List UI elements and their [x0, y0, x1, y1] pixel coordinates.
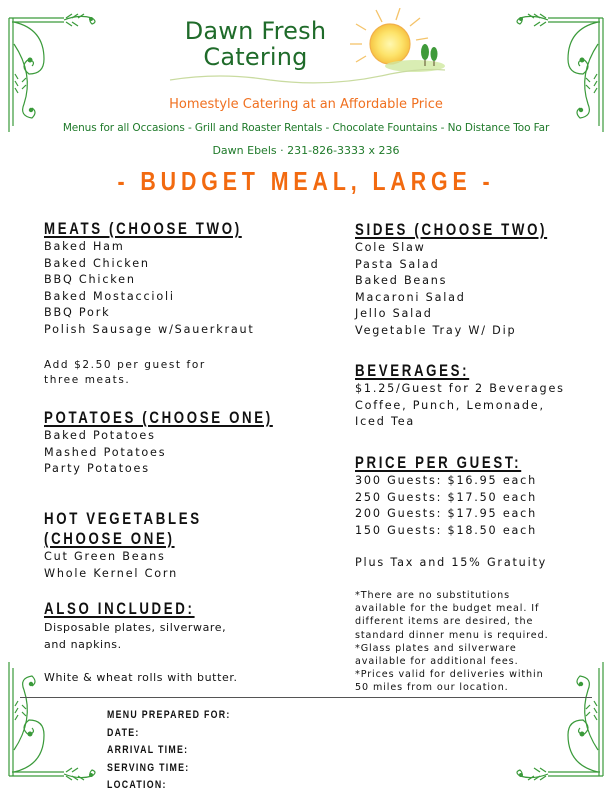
- form-field-serving-time: SERVING TIME:: [107, 761, 190, 774]
- meats-note: [44, 358, 206, 388]
- company-name-line1: Dawn Fresh: [184, 17, 327, 45]
- menu-item: Jello Salad: [355, 307, 433, 320]
- tagline: Homestyle Catering at an Affordable Price: [169, 97, 443, 112]
- price-row: 250 Guests: $17.50 each: [355, 490, 538, 504]
- company-name: [168, 18, 343, 70]
- menu-item: Macaroni Salad: [355, 290, 466, 304]
- hot-vegetables-section: [44, 509, 246, 582]
- hot-vegetables-heading-line1: HOT VEGETABLES: [44, 509, 202, 528]
- menu-item: Baked Mostaccioli: [44, 289, 175, 303]
- pricing-section: [355, 453, 568, 572]
- beverages-heading: BEVERAGES:: [355, 361, 470, 380]
- meats-section: [44, 219, 298, 338]
- menu-item: Party Potatoes: [44, 462, 150, 475]
- menu-item: Baked Beans: [355, 274, 448, 287]
- footnote-line: available for additional fees.: [355, 656, 519, 668]
- meats-note-line2: three meats.: [44, 374, 131, 386]
- also-included-section: [44, 599, 238, 686]
- sides-heading: SIDES (CHOOSE TWO): [355, 220, 548, 239]
- potatoes-section: [44, 408, 337, 478]
- footnote-line: *Prices valid for deliveries within: [355, 669, 544, 681]
- meats-heading: MEATS (CHOOSE TWO): [44, 219, 242, 238]
- menu-item: Baked Chicken: [44, 256, 150, 270]
- corner-flourish-top-right-icon: [508, 4, 608, 134]
- menu-item: Whole Kernel Corn: [44, 566, 178, 580]
- page-title: - BUDGET MEAL, LARGE -: [117, 166, 495, 196]
- menu-item: Polish Sausage w/Sauerkraut: [44, 322, 255, 336]
- beverage-line: Coffee, Punch, Lemonade,: [355, 398, 545, 412]
- potatoes-heading: POTATOES (CHOOSE ONE): [44, 408, 273, 427]
- also-included-line1: Disposable plates, silverware,: [44, 621, 227, 634]
- corner-flourish-top-left-icon: [4, 4, 104, 134]
- menu-item: Cut Green Beans: [44, 550, 166, 563]
- company-name-line2: Catering: [203, 43, 308, 71]
- menu-item: Mashed Potatoes: [44, 445, 167, 459]
- form-field-location: LOCATION:: [107, 779, 167, 792]
- beverages-section: [355, 361, 565, 431]
- pricing-heading: PRICE PER GUEST:: [355, 453, 522, 472]
- menu-item: BBQ Chicken: [44, 273, 136, 286]
- footnote-line: different items are desired, the: [355, 616, 534, 628]
- beverage-line: Iced Tea: [355, 415, 416, 428]
- menu-item: Baked Ham: [44, 240, 125, 253]
- menu-item: Pasta Salad: [355, 257, 440, 271]
- services-line: Menus for all Occasions - Grill and Roaster Rentals - Chocolate Fountains - No Distance Too Far: [62, 122, 550, 134]
- menu-prepared-form: [107, 707, 262, 795]
- price-row: 200 Guests: $17.95 each: [355, 507, 538, 520]
- meats-note-line1: Add $2.50 per guest for: [44, 359, 206, 371]
- form-field-arrival-time: ARRIVAL TIME:: [107, 744, 189, 757]
- footer-divider: [20, 697, 592, 698]
- beverage-line: $1.25/Guest for 2 Beverages: [355, 382, 565, 395]
- form-field-menu-prepared-for: MENU PREPARED FOR:: [107, 709, 231, 721]
- menu-item: Vegetable Tray W/ Dip: [355, 323, 517, 337]
- hot-vegetables-heading-line2: (CHOOSE ONE): [44, 529, 175, 548]
- sides-section: [355, 220, 601, 339]
- form-field-date: DATE:: [107, 726, 140, 739]
- footnote-line: *There are no substitutions: [355, 590, 511, 601]
- tax-gratuity-note: Plus Tax and 15% Gratuity: [355, 556, 548, 569]
- footnote-line: *Glass plates and silverware: [355, 642, 517, 654]
- contact-line: Dawn Ebels · 231-826-3333 x 236: [212, 144, 400, 157]
- footnote-line: available for the budget meal. If: [355, 603, 540, 615]
- price-row: 300 Guests: $16.95 each: [355, 474, 538, 487]
- also-included-heading: ALSO INCLUDED:: [44, 599, 195, 618]
- footnote-line: standard dinner menu is required.: [355, 629, 549, 641]
- also-included-line3: White & wheat rolls with butter.: [44, 671, 238, 684]
- company-logo: [160, 8, 450, 88]
- price-row: 150 Guests: $18.50 each: [355, 523, 538, 537]
- also-included-line2: and napkins.: [44, 638, 122, 651]
- footnotes: [355, 589, 549, 695]
- menu-item: Baked Potatoes: [44, 429, 156, 442]
- menu-item: BBQ Pork: [44, 306, 111, 319]
- footnote-line: 50 miles from our location.: [355, 682, 509, 694]
- menu-item: Cole Slaw: [355, 241, 426, 254]
